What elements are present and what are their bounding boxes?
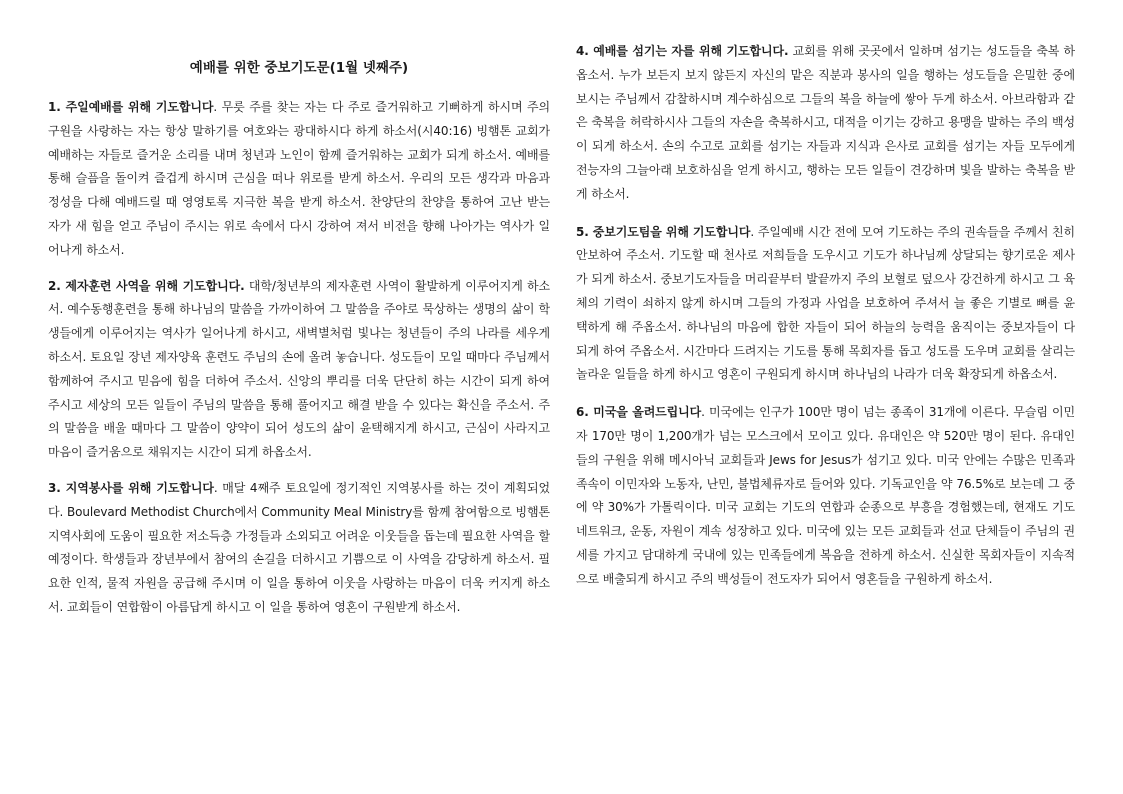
section-heading: 1. 주일예배를 위해 기도합니다 [48,100,214,114]
left-column [48,40,550,632]
section-sunday-worship [48,96,550,263]
section-body: 교회를 위해 곳곳에서 일하며 섬기는 성도들을 축복 하옵소서. 누가 보든지 보지 않든지 자신의 맡은 직분과 봉사의 일을 행하는 성도들을 은밀한 중에 보시는 주님께서 감찰하시며 계수하심으로 그들의 복을 하늘에 쌓아 두게 하소서. 아브라함과 같은 축복을 허락하시사 그들의 자손을 축복하시고, 대적을 이기는 강하고 용맹을 발하는 주의 백성이 되게 하소서. 손의 수고로 교회를 섬기는 자들과 지식과 은사로 교회를 섬기는 자들 모두에게 전능자의 그늘아래 보호하심을 얻게 하시고, 행하는 모든 일들이 견강하며 빛을 발하는 축복을 받게 하소서. [576,44,1076,201]
section-body: . 주일예배 시간 전에 모여 기도하는 주의 권속들을 주께서 친히 안보하여 주소서. 기도할 때 천사로 저희들을 도우시고 기도가 하나님께 상달되는 향기로운 제사가 되게 하소서. 중보기도자들을 머리끝부터 발끝까지 주의 보혈로 덮으사 강건하게 하시고 그 육체의 기력이 쇠하지 않게 하시며 그들의 가정과 사업을 보호하여 주셔서 늘 좋은 기별로 뼈를 윤택하게 해 주옵소서. 하나님의 마음에 합한 자들이 되어 하늘의 능력을 움직이는 중보자들이 다 되게 하여 주옵소서. 시간마다 드려지는 기도를 통해 목회자를 돕고 성도를 도우며 교회를 살리는 놀라운 일들을 하게 하시고 영혼이 구원되게 하시며 하나님의 나라가 더욱 확장되게 하옵소서. [576,224,1075,382]
right-column [576,40,1075,606]
section-servants [576,40,1075,207]
section-community-service [48,477,550,620]
section-body: . 미국에는 인구가 100만 명이 넘는 종족이 31개에 이른다. 무슬림 이민자 170만 명이 1,200개가 넘는 모스크에서 모이고 있다. 유대인은 약 520만 명이 된다. 유대인들의 구원을 위해 메시아닉 교회들과 Jews for Jesus가 섬기고 있다. 미국 안에는 수많은 민족과 족속이 이민자와 노동자, 난민, 불법체류자로 들어와 있다. 기독교인을 약 76.5%로 보는데 그 중에 약 30%가 가톨릭이다. 미국 교회는 기도의 연합과 순종으로 부흥을 경험했는데, 현재도 기도 네트워크, 운동, 자원이 계속 성장하고 있다. 미국에 있는 모든 교회들과 선교 단체들이 주님의 권세를 가지고 담대하게 국내에 있는 민족들에게 복음을 전하게 하소서. 신실한 목회자들이 지속적으로 배출되게 하시고 주의 백성들이 전도자가 되어서 영혼들을 구원하게 하소서. [576,405,1075,586]
section-intercessors [576,221,1075,388]
section-heading: 3. 지역봉사를 위해 기도합니다 [48,480,214,495]
section-heading: 6. 미국을 올려드립니다 [576,405,702,420]
section-discipleship [48,275,550,465]
section-body: . 무릇 주를 찾는 자는 다 주로 즐거워하고 기뻐하게 하시며 주의 구원을 사랑하는 자는 항상 말하기를 여호와는 광대하시다 하게 하소서(시40:16) 빙햄톤 교회가 예배하는 자들로 즐거운 소리를 내며 청년과 노인이 함께 즐거워하는 교회가 되게 하소서. 예배를 통해 슬픔을 돌이켜 즐겁게 하시며 근심을 떠나 위로를 받게 하소서. 우리의 모든 생각과 마음과 정성을 다해 예배드릴 때 영영토록 지극한 복을 받게 하소서. 찬양단의 찬양을 통하여 고난 받는 자가 새 힘을 얻고 주님이 주시는 위로 속에서 다시 강하여 져서 비전을 향해 나아가는 역사가 일어나게 하소서. [48,100,550,257]
document-title: 예배를 위한 중보기도문(1월 넷째주) [189,60,409,76]
section-heading: 5. 중보기도팀을 위해 기도합니다 [576,224,751,239]
section-body: . 매달 4째주 토요일에 정기적인 지역봉사를 하는 것이 계획되었다. Boulevard Methodist Church에서 Community Meal Ministry를 함께 참여함으로 빙햄톤 지역사회에 도움이 필요한 저소득층 가정들과 소외되고 어려운 이웃들을 돕는데 필요한 사역을 할 예정이다. 학생들과 장년부에서 참여의 손길을 더하시고 기쁨으로 이 사역을 감당하게 하소서. 필요한 인적, 물적 자원을 공급해 주시며 이 일을 통하여 이웃을 사랑하는 마음이 더욱 커지게 하소서. 교회들이 연합함이 아름답게 하시고 이 일을 통하여 영혼이 구원받게 하소서. [48,480,550,614]
section-america [576,401,1075,591]
section-heading: 2. 제자훈련 사역을 위해 기도합니다. [48,278,245,293]
section-body: 대학/청년부의 제자훈련 사역이 활발하게 이루어지게 하소서. 예수동행훈련을 통해 하나님의 말씀을 가까이하여 그 말씀을 주야로 묵상하는 생명의 삶이 학생들에게 이루어지는 역사가 일어나게 하시고, 새벽별처럼 빛나는 청년들이 주의 나라를 세우게 하소서. 토요일 장년 제자양육 훈련도 주님의 손에 올려 놓습니다. 성도들이 모일 때마다 주님께서 함께하여 주시고 믿음에 힘을 더하여 주소서. 신앙의 뿌리를 더욱 단단히 하는 시간이 되게 하여 주시고 세상의 모든 일들이 주님의 말씀을 통해 풀어지고 해결 받을 수 있다는 확신을 주소서. 주의 말씀을 배울 때마다 그 말씀이 양약이 되어 성도의 삶이 윤택해지게 하시고, 근심이 사라지고 마음이 즐거움으로 채워지는 시간이 되게 하옵소서. [48,278,550,460]
section-heading: 4. 예배를 섬기는 자를 위해 기도합니다. [576,44,789,58]
